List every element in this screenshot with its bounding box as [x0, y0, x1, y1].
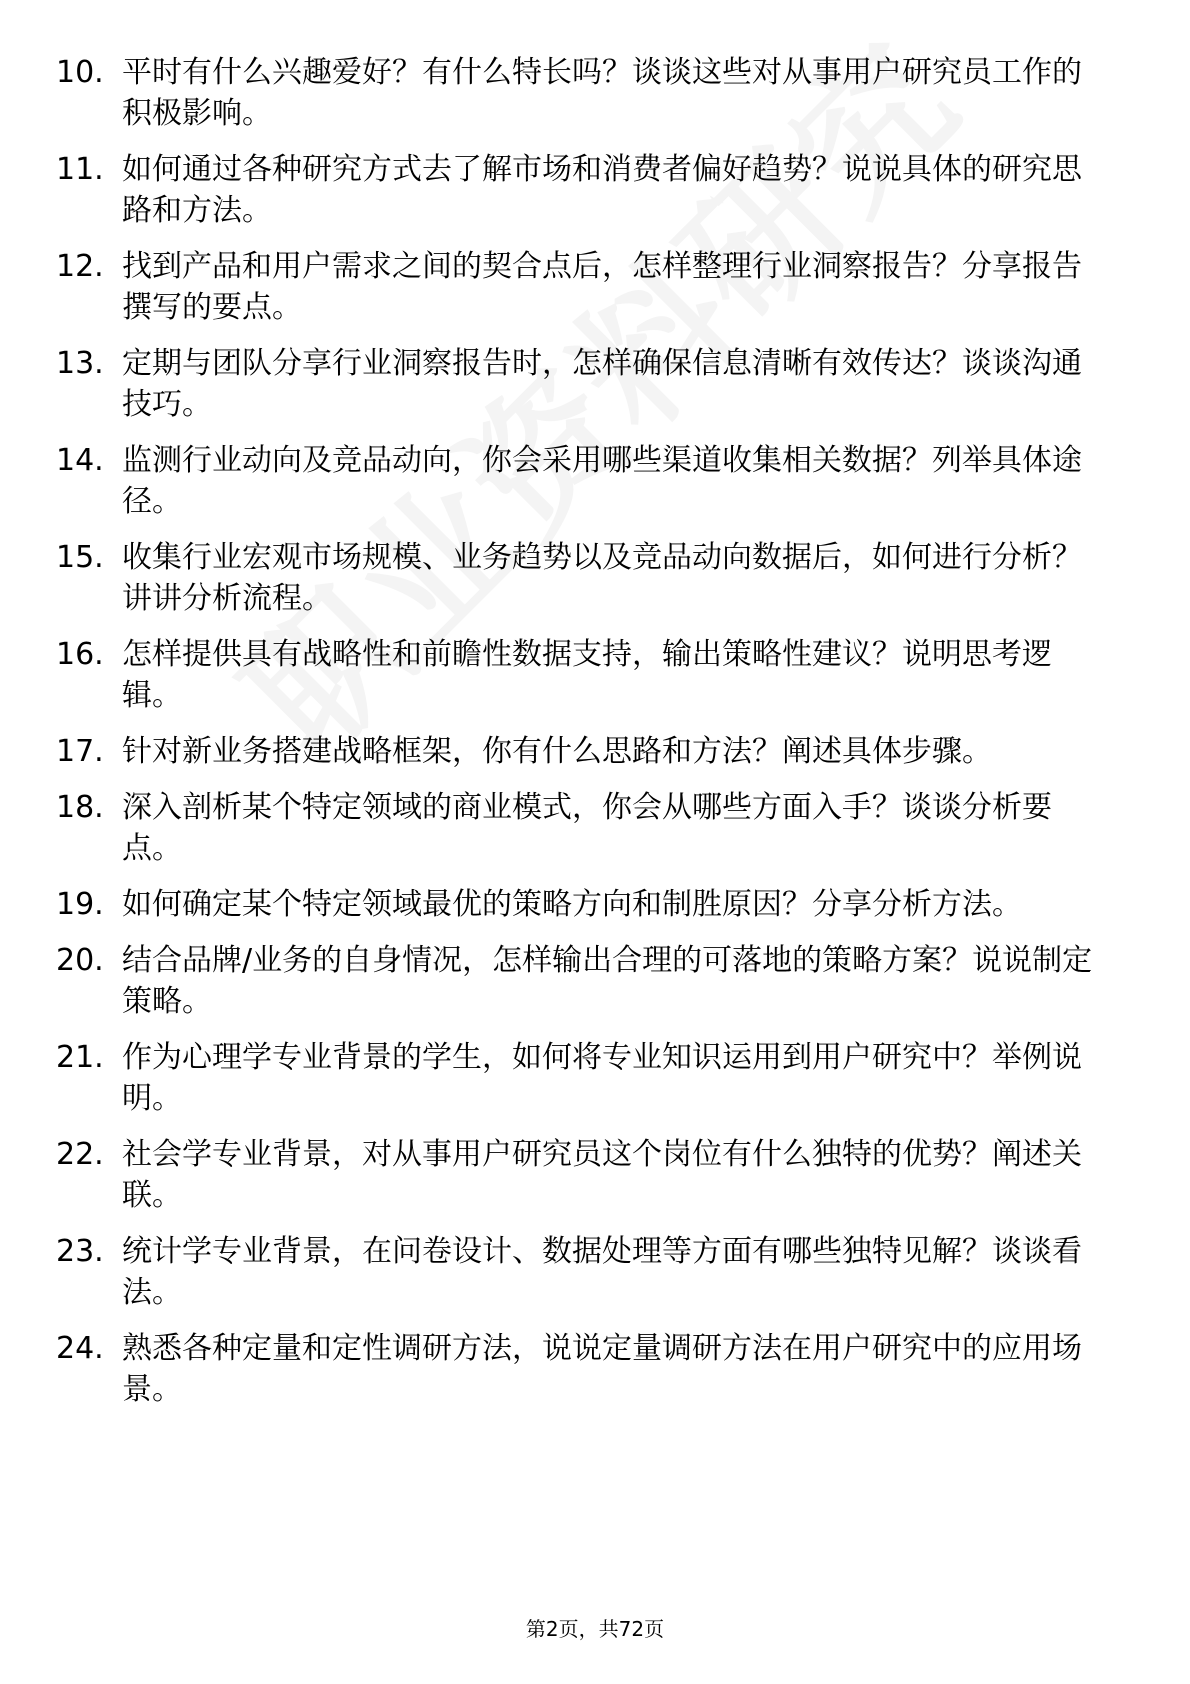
question-number: 13. — [56, 346, 104, 381]
question-item — [56, 884, 1106, 925]
question-text: 深入剖析某个特定领域的商业模式，你会从哪些方面入手？谈谈分析要点。 — [122, 790, 1052, 866]
question-number: 16. — [56, 637, 104, 672]
question-text: 收集行业宏观市场规模、业务趋势以及竞品动向数据后，如何进行分析？讲讲分析流程。 — [122, 540, 1082, 616]
question-item — [56, 1328, 1106, 1410]
question-text: 找到产品和用户需求之间的契合点后，怎样整理行业洞察报告？分享报告撰写的要点。 — [122, 249, 1082, 325]
question-text: 结合品牌/业务的自身情况，怎样输出合理的可落地的策略方案？说说制定策略。 — [122, 943, 1093, 1019]
question-text: 针对新业务搭建战略框架，你有什么思路和方法？阐述具体步骤。 — [122, 734, 992, 769]
question-number: 17. — [56, 734, 104, 769]
question-number: 15. — [56, 540, 104, 575]
question-number: 12. — [56, 249, 104, 284]
question-item — [56, 343, 1106, 425]
question-item — [56, 537, 1106, 619]
question-item — [56, 634, 1106, 716]
question-item — [56, 246, 1106, 328]
question-item — [56, 731, 1106, 772]
question-text: 怎样提供具有战略性和前瞻性数据支持，输出策略性建议？说明思考逻辑。 — [122, 637, 1052, 713]
question-text: 定期与团队分享行业洞察报告时，怎样确保信息清晰有效传达？谈谈沟通技巧。 — [122, 346, 1082, 422]
question-number: 23. — [56, 1234, 104, 1269]
question-number: 19. — [56, 887, 104, 922]
question-item — [56, 940, 1106, 1022]
question-item — [56, 1037, 1106, 1119]
question-text: 统计学专业背景，在问卷设计、数据处理等方面有哪些独特见解？谈谈看法。 — [122, 1234, 1082, 1310]
question-item — [56, 1231, 1106, 1313]
question-text: 社会学专业背景，对从事用户研究员这个岗位有什么独特的优势？阐述关联。 — [122, 1137, 1082, 1213]
page-number-footer: 第2页，共72页 — [525, 1617, 665, 1641]
question-number: 14. — [56, 443, 104, 478]
question-number: 18. — [56, 790, 104, 825]
question-number: 21. — [56, 1040, 104, 1075]
question-item — [56, 52, 1106, 134]
question-item — [56, 1134, 1106, 1216]
question-number: 22. — [56, 1137, 104, 1172]
question-text: 如何确定某个特定领域最优的策略方向和制胜原因？分享分析方法。 — [122, 887, 1022, 922]
question-text: 监测行业动向及竞品动向，你会采用哪些渠道收集相关数据？列举具体途径。 — [122, 443, 1082, 519]
question-number: 10. — [56, 55, 104, 90]
question-text: 作为心理学专业背景的学生，如何将专业知识运用到用户研究中？举例说明。 — [122, 1040, 1082, 1116]
question-text: 如何通过各种研究方式去了解市场和消费者偏好趋势？说说具体的研究思路和方法。 — [122, 152, 1082, 228]
question-item — [56, 787, 1106, 869]
question-number: 24. — [56, 1331, 104, 1366]
question-text: 平时有什么兴趣爱好？有什么特长吗？谈谈这些对从事用户研究员工作的积极影响。 — [122, 55, 1082, 131]
question-text: 熟悉各种定量和定性调研方法，说说定量调研方法在用户研究中的应用场景。 — [122, 1331, 1082, 1407]
question-item — [56, 440, 1106, 522]
question-number: 20. — [56, 943, 104, 978]
question-item — [56, 149, 1106, 231]
question-number: 11. — [56, 152, 104, 187]
question-list — [56, 52, 1106, 1425]
